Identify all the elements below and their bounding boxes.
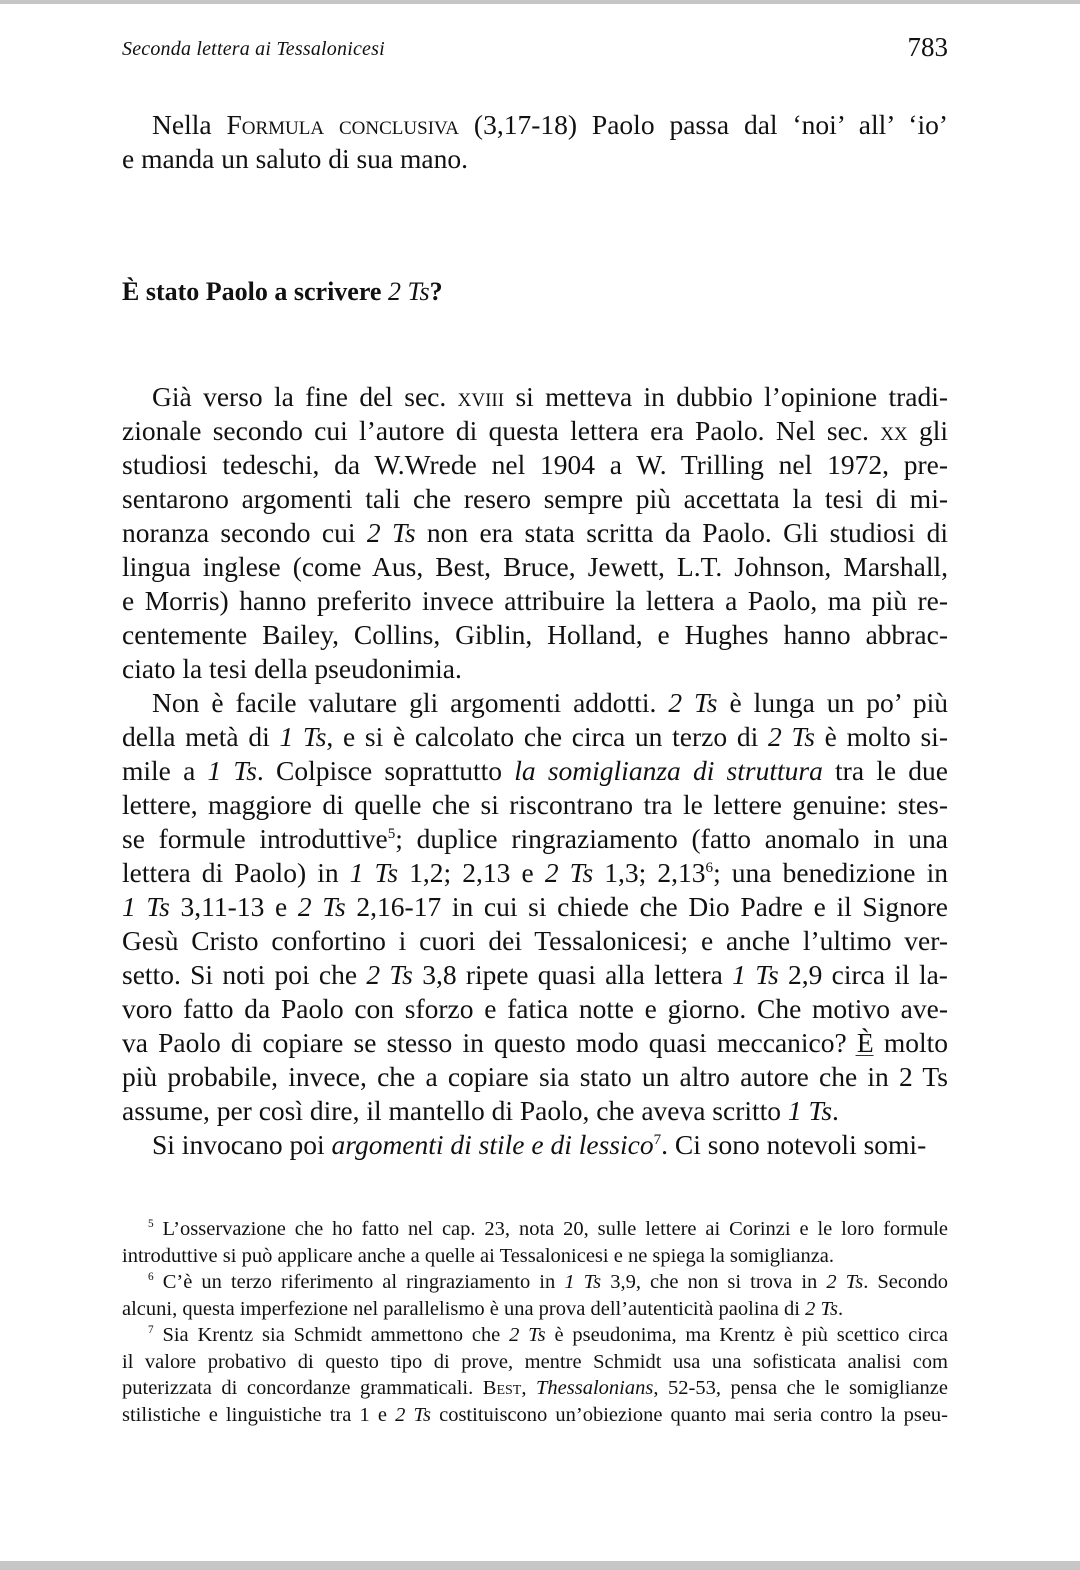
body-line: sentarono argomenti tali che resero sempre più accettata la tesi di mi- (122, 483, 948, 514)
footnote-line: introduttive si può applicare anche a quelle ai Tessalonicesi e ne spiega la somiglianza. (122, 1244, 835, 1267)
body-line: lingua inglese (come Aus, Best, Bruce, Jewett, L.T. Johnson, Marshall, (122, 551, 948, 582)
heading-end: ? (429, 277, 443, 306)
body-line: lettera di Paolo) in 1 Ts 1,2; 2,13 e 2 Ts 1,3; 2,13$^6$; una benedizione in (122, 857, 948, 888)
footnote-line: $^5$ L’osservazione che ho fatto nel cap. 23, nota 20, sulle lettere ai Corinzi e le loro formule (148, 1218, 948, 1240)
footnote-line: puterizzata di concordanze grammaticali. Best, Thessalonians, 52-53, pensa che le somiglianze (122, 1377, 948, 1399)
body-line: 1 Ts 3,11-13 e 2 Ts 2,16-17 in cui si chiede che Dio Padre e il Signore (122, 891, 948, 922)
footnote-line: il valore probativo di questo tipo di prove, mentre Schmidt usa una sofisticata analisi com (122, 1350, 948, 1373)
footnote-line: $^6$ C’è un terzo riferimento al ringraziamento in 1 Ts 3,9, che non si trova in 2 Ts. Secondo (148, 1271, 948, 1293)
body-line: se formule introduttive$^5$; duplice ringraziamento (fatto anomalo in una (122, 823, 949, 854)
body-line: assume, per così dire, il mantello di Paolo, che aveva scritto 1 Ts. (122, 1095, 839, 1126)
footnote-line: $^7$ Sia Krentz sia Schmidt ammettono che 2 Ts è pseudonima, ma Krentz è più scettico circa (148, 1324, 948, 1346)
heading-emphasis: 2 Ts (387, 277, 430, 306)
body-line: centemente Bailey, Collins, Giblin, Holland, e Hughes hanno abbrac- (122, 619, 948, 650)
intro-line: Nella Formula conclusiva (3,17-18) Paolo passa dal ‘noi’ all’ ‘io’ (152, 109, 948, 140)
page-number: 783 (907, 32, 948, 62)
body-line: voro fatto da Paolo con sforzo e fatica notte e giorno. Che motivo ave- (122, 993, 948, 1024)
body-line: Non è facile valutare gli argomenti addotti. 2 Ts è lunga un po’ più (152, 687, 948, 718)
running-head: Seconda lettera ai Tessalonicesi (122, 38, 385, 60)
footnote-line: alcuni, questa imperfezione nel parallelismo è una prova dell’autenticità paolina di 2 Ts. (122, 1297, 844, 1320)
intro-paragraph (122, 108, 948, 176)
body-line: della metà di 1 Ts, e si è calcolato che circa un terzo di 2 Ts è molto si- (122, 721, 948, 752)
body-line: Già verso la fine del sec. xviii si metteva in dubbio l’opinione tradi- (152, 381, 948, 412)
footnote-line: stilistiche e linguistiche tra 1 e 2 Ts costituiscono un’obiezione quanto mai seria contro la pseu- (122, 1403, 948, 1426)
pencil-mark (855, 1047, 876, 1056)
page-edge-top (0, 0, 1080, 4)
body-text (122, 380, 948, 1162)
body-line: mile a 1 Ts. Colpisce soprattutto la somiglianza di struttura tra le due (122, 755, 948, 786)
body-line: noranza secondo cui 2 Ts non era stata scritta da Paolo. Gli studiosi di (122, 517, 948, 548)
footnotes (122, 1216, 948, 1428)
heading-text: È stato Paolo a scrivere (122, 277, 388, 306)
body-line: setto. Si noti poi che 2 Ts 3,8 ripete quasi alla lettera 1 Ts 2,9 circa il la- (122, 959, 948, 990)
body-line: e Morris) hanno preferito invece attribuire la lettera a Paolo, ma più re- (122, 585, 948, 616)
body-line: più probabile, invece, che a copiare sia stato un altro autore che in 2 Ts (122, 1061, 948, 1092)
body-line: Si invocano poi argomenti di stile e di lessico$^7$. Ci sono notevoli somi- (152, 1129, 927, 1160)
body-line: studiosi tedeschi, da W.Wrede nel 1904 a W. Trilling nel 1972, pre- (122, 449, 948, 480)
body-line: Gesù Cristo confortino i cuori dei Tessalonicesi; e anche l’ultimo ver- (122, 925, 948, 956)
body-line: lettere, maggiore di quelle che si riscontrano tra le lettere genuine: stes- (122, 789, 948, 820)
body-line: ciato la tesi della pseudonimia. (122, 653, 462, 684)
intro-line: e manda un saluto di sua mano. (122, 143, 468, 174)
section-heading (122, 277, 443, 307)
body-line: va Paolo di copiare se stesso in questo modo quasi meccanico? È molto (122, 1027, 948, 1058)
body-line: zionale secondo cui l’autore di questa lettera era Paolo. Nel sec. xx gli (122, 415, 948, 446)
page-edge-bottom (0, 1561, 1080, 1570)
